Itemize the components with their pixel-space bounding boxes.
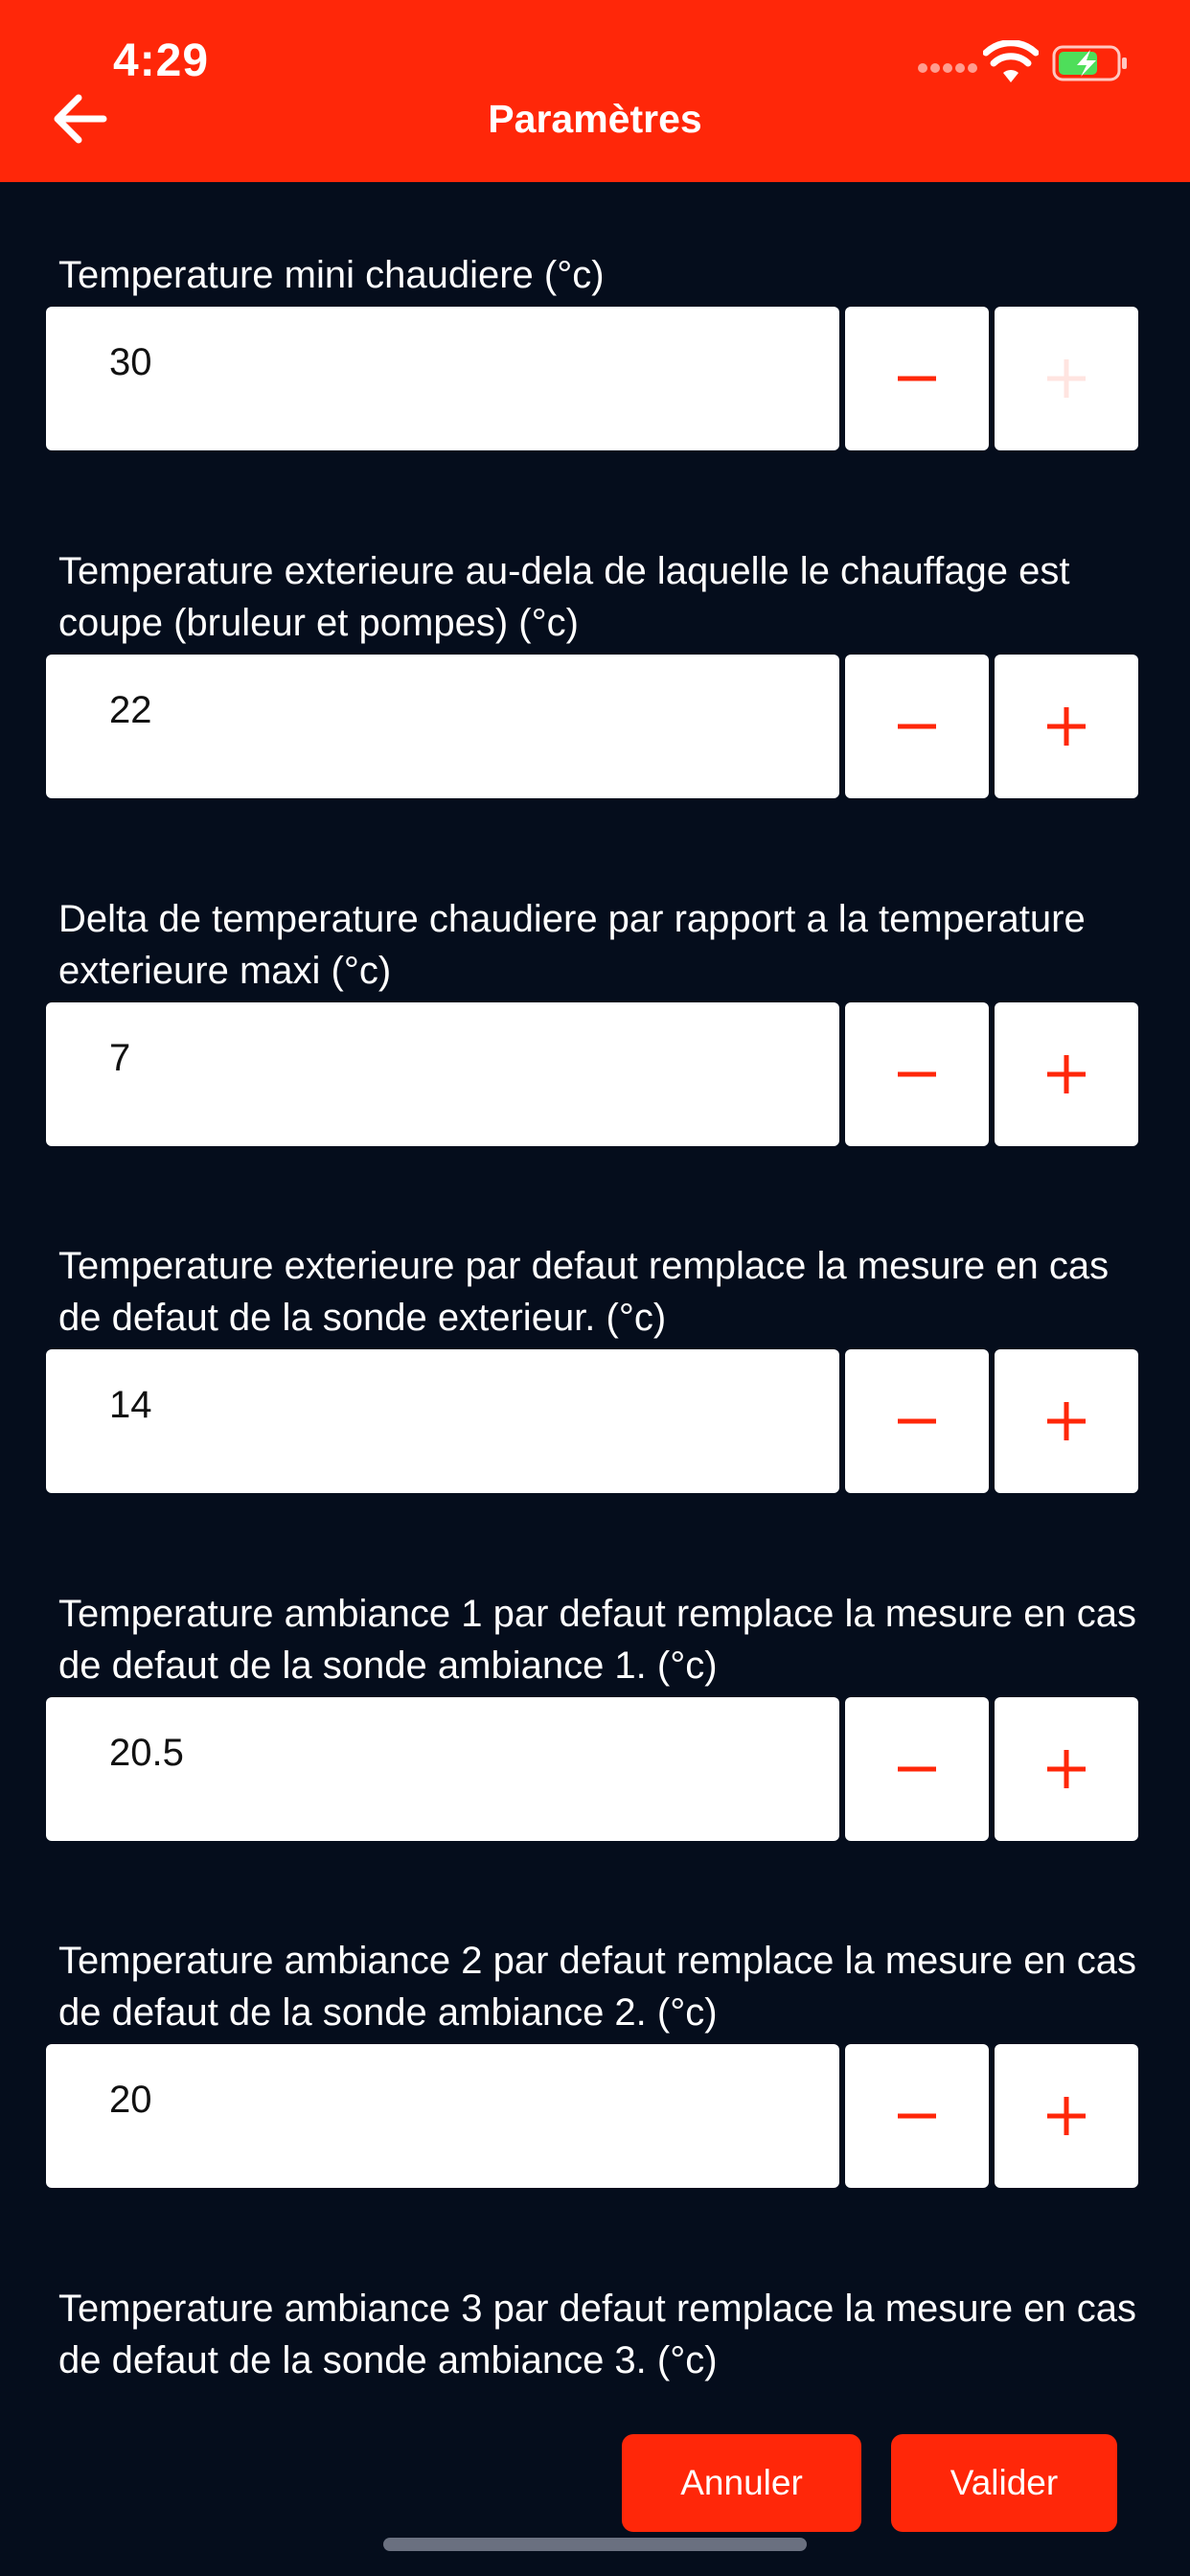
setting-label: Temperature exterieure au-dela de laquelle le chauffage est coupe (bruleur et pompes) (°c) [58,550,1070,644]
setting-default-room1-temp [46,1588,1144,1841]
value-field[interactable]: 20.5 [46,1697,839,1841]
setting-default-outdoor-temp [46,1240,1144,1493]
increment-button[interactable] [995,2044,1138,2188]
value-field[interactable]: 20 [46,2044,839,2188]
plus-icon [1045,2095,1087,2137]
home-indicator[interactable] [383,2538,807,2551]
setting-boiler-min-temp [46,249,1144,450]
setting-default-room3-temp [46,2283,1144,2386]
decrement-button[interactable] [845,1697,989,1841]
plus-icon [1045,1748,1087,1790]
plus-icon [1045,1400,1087,1442]
cancel-button[interactable]: Annuler [622,2434,861,2532]
increment-button[interactable] [995,307,1138,450]
increment-button[interactable] [995,1349,1138,1493]
setting-boiler-delta-temp [46,893,1144,1146]
minus-icon [896,1053,938,1095]
confirm-button[interactable]: Valider [891,2434,1117,2532]
plus-icon [1045,705,1087,748]
plus-icon [1045,1053,1087,1095]
minus-icon [896,1400,938,1442]
setting-label: Temperature mini chaudiere (°c) [58,254,605,296]
setting-label: Temperature ambiance 1 par defaut remplace la mesure en cas de defaut de la sonde ambiance 1. (°c) [58,1593,1137,1687]
value-field[interactable]: 30 [46,307,839,450]
decrement-button[interactable] [845,655,989,798]
action-bar [0,2434,1190,2534]
decrement-button[interactable] [845,1002,989,1146]
decrement-button[interactable] [845,1349,989,1493]
minus-icon [896,705,938,748]
status-time: 4:29 [113,35,210,86]
page-title: Paramètres [488,97,702,141]
setting-label: Temperature exterieure par defaut remplace la mesure en cas de defaut de la sonde exterieur. (°c) [58,1245,1110,1339]
value-field[interactable]: 14 [46,1349,839,1493]
wifi-icon [983,40,1039,84]
minus-icon [896,2095,938,2137]
increment-button[interactable] [995,655,1138,798]
increment-button[interactable] [995,1697,1138,1841]
setting-label: Delta de temperature chaudiere par rapport a la temperature exterieure maxi (°c) [58,898,1086,992]
setting-heating-cutoff-temp [46,545,1144,798]
decrement-button[interactable] [845,2044,989,2188]
setting-default-room2-temp [46,1935,1144,2188]
app-header [0,0,1190,182]
setting-label: Temperature ambiance 2 par defaut remplace la mesure en cas de defaut de la sonde ambiance 2. (°c) [58,1940,1137,2034]
battery-icon [1052,44,1129,82]
decrement-button[interactable] [845,307,989,450]
value-field[interactable]: 7 [46,1002,839,1146]
value-field[interactable]: 22 [46,655,839,798]
settings-list[interactable] [0,182,1190,2576]
minus-icon [896,357,938,400]
setting-label: Temperature ambiance 3 par defaut remplace la mesure en cas de defaut de la sonde ambiance 3. (°c) [58,2288,1137,2381]
cellular-signal-icon [918,63,977,79]
plus-icon [1045,357,1087,400]
minus-icon [896,1748,938,1790]
increment-button[interactable] [995,1002,1138,1146]
